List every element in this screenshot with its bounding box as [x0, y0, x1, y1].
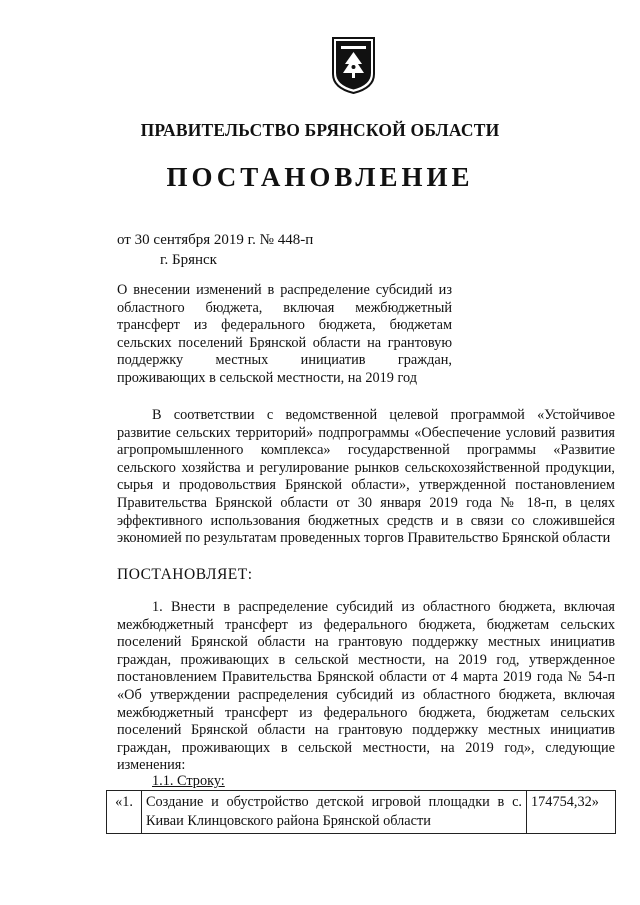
- date-number-line: от 30 сентября 2019 г. № 448-п: [117, 232, 314, 248]
- item1-paragraph: 1. Внести в распределение субсидий из областного бюджета, включая межбюджетный трансферт из федерального бюджета, бюджетам сельских поселений Брянской области на грантовую поддержку местных инициатив граждан, проживающих в сельской местности, на 2019 год, утвержденное постановлением Правительства Брянской области от 4 марта 2019 года № 54-п «Об утверждении распределения субсидий из областного бюджета, включая межбюджетный трансферт из федерального бюджета, бюджетам сельских поселений Брянской области на грантовую поддержку местных инициатив граждан, проживающих в сельской местности, на 2019 год», следующие изменения:: [117, 599, 615, 774]
- row-number-cell: «1.: [107, 791, 142, 834]
- coat-of-arms-emblem: [331, 36, 376, 94]
- postanovlyaet-label: ПОСТАНОВЛЯЕТ:: [117, 566, 253, 583]
- item1-1-label: 1.1. Строку:: [152, 773, 225, 789]
- subject-block: О внесении изменений в распределение субсидий из областного бюджета, включая межбюджетный трансферт из федерального бюджета, бюджетам сельских поселений Брянской области на грантовую поддержку местных инициатив граждан, проживающих в сельской местности, на 2019 год: [117, 282, 452, 386]
- preamble-block: [117, 407, 615, 548]
- row-description-cell: Создание и обустройство детской игровой площадки в с. Киваи Клинцовского района Брянской области: [142, 791, 527, 834]
- document-type: ПОСТАНОВЛЕНИЕ: [166, 162, 474, 192]
- row-amount-cell: 174754,32»: [527, 791, 616, 834]
- item1-1-block: [117, 773, 615, 791]
- table-row: [107, 791, 616, 834]
- city-line: г. Брянск: [160, 252, 217, 268]
- preamble-paragraph: В соответствии с ведомственной целевой программой «Устойчивое развитие сельских территорий» подпрограммы «Обеспечение условий развития агропромышленного комплекса» государственной программы «Развитие сельского хозяйства и регулирование рынков сельскохозяйственной продукции, сырья и продовольствия Брянской области», утвержденной постановлением Правительства Брянской области от 30 января 2019 года № 18-п, в целях эффективного использования бюджетных средств и в связи со сложившейся экономией по результатам проведенных торгов Правительство Брянской области: [117, 407, 615, 547]
- government-title: ПРАВИТЕЛЬСТВО БРЯНСКОЙ ОБЛАСТИ: [140, 120, 500, 140]
- item1-block: [117, 599, 615, 775]
- amendment-table: [106, 790, 616, 834]
